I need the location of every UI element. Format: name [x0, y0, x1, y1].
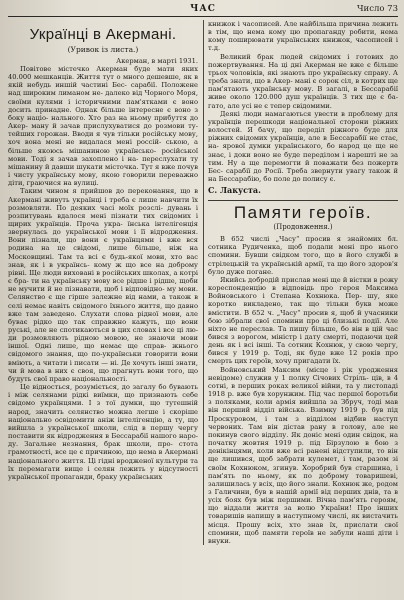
dateline: Акерман, в марті 1931. — [116, 57, 198, 65]
column-divider — [203, 20, 204, 545]
masthead — [8, 3, 398, 17]
right-paragraph-2: Великий брак людей свідомих і готових до пожертвування. На ці дні Акерман не вже є більше трьох чоловіків, які знають про українську справу. А треба знати, що в Акер- мані є сорок сіл, в котрих ще пам'ятають українську мову. В загалі, в Бессарабії живе около 120.000 душ українців. З тих ще є ба- гато, але усі не є тепер свідомими. — [208, 52, 398, 110]
right-paragraph-3: Деякі люди намагаються увести в проблему для українців перешкоди національної сторони ріжних волостей. Я бачу, що переділ ріжного буде для ріжних свідомих українців, але в Бессарабії не стає, на- ярової думки українського, бо народ це ще не знає, і доки воно не буде переділом і нарешті не за тим. Ну а ще перемогти й поважати без пожертв Бес- сарабії до Росії. Треба звернути увагу також й на Бессарабію, бо поле до полису є. — [208, 109, 398, 183]
left-paragraph-3: Це відносться, розуміється, до загалу бо бувають і між селянами рідкі виїмки, що признають себе свідомо українцями. І з тої думки, що тутешній народ, значить селянство можна легше і скоріше національно освідомити аніж інтелігенцію, а ту, що вийшла з української школи, слід в першу чергу поставити як відродження в Бессарабії нашого наро- ду. Загальне незнання, брак школи, про- стота грамотності, все це є причиною, що нема в Акермані національного життя. Ці гідні вродженої культури та їх перемагати вище і селян лежить у відсутності української пропаганди, браку українських — [8, 383, 198, 481]
section-divider — [208, 200, 398, 201]
heroes-paragraph-1: В 652 числі „Часу“ просив я знайомих бл. сотника Рудиченка, щоб подали мені про нього спомини. Бувши свідком того, що в його службі в стрілецькій та українській армії, та що його здоров'я було дуже погане. — [208, 235, 398, 276]
issue-number: Число 73 — [356, 4, 398, 14]
left-paragraph-1: Повітове містечко Акерман буде мати яких 40.000 мешканців. Життя тут о много дешевше, як в якій небудь иншій частині Бес- сарабії. Положене над широким лиманом не- далеко від Чорного Моря, своїми кулями і історичними пам'ятками є воно досить принадне. Однак більше інтересне є воно з боку націо- нального. Хто раз на ньому прибуття до Акер- ману й зачав прислухуватися до розмови ту- тейших горожан. Вводи я чув тільки російську мову, хоч вона мені не видалася мені россій- ською, а більше якоюсь мішаниною українсько- російської мови. Тоді я зачав захоплено і на- переслухати ту мішанину й давши шукати місточка. Тут я вже почув і чисту українську мову, якою говорили переважно діти, граючися на вулиці. — [8, 65, 198, 188]
columns — [8, 20, 398, 545]
left-column — [8, 20, 198, 545]
signature-row — [208, 185, 398, 195]
author-signature: С. Лакуста. — [208, 185, 261, 196]
right-column — [208, 20, 398, 545]
continuation-note: (Продовження.) — [273, 223, 333, 232]
article-title: Українці в Акермані. — [29, 26, 177, 43]
section-title: Памяти героїв. — [233, 203, 373, 223]
masthead-title: ЧАС — [190, 4, 216, 14]
right-paragraph-continued: книжок і часописей. Але найбільша причина лежить в тім, що нема кому цю пропаганду робити, нема кому поширювати українських книжок, часописей і т.д. — [208, 20, 398, 53]
heroes-paragraph-3: Войновський Максим (місце і рік уродження невідоме) служив у 1 полку Січових Стріль- ців, в 4 сотні, в перших роках великої війни, та у листопаді 1918 р. вже був хорунжим. Під час першої боротьби з поляками, коли армія вийшла за Збруч, тоді мав він перший відділ війська. Взимку 1919 р. був під Проскуровом, і там з відділом відбив наступ червоних. Там він дістав рану в голову, але не покинув свого відділу. Як доніс мені один свідок, на початку жовтня 1919 р. під Бірзулою в бою з денікінцями, коли вже всі ранені відступили, то він ще лишився, щоб забрати кулемет, і там, разом зі своїм Кохнюком, згинув. Хоробрий був старшина, і пам'ять по ньому, як по доброму товаришеві, залишилась у всіх, що його знали. Кохнюк же, родом з Галичини, був в нашій армії від перших днів, та в усіх боях був між першими. Вічна пам'ять героям, що віддали життя за волю України! Про інших товаришів напишу в наступному числі, як вистачить місця. Прошу всіх, хто знав їх, прислати свої спомини, щоб памяти героїв не забули наші діти і внуки. — [208, 365, 398, 545]
article-subtitle: (Уривок із листа.) — [67, 45, 139, 54]
heroes-paragraph-2: Якийсь добродій прислав мені ще й вістки в рожу кореспонденцію в відповідь про героя Максима Войновського і Степана Кохнюка. Пер- шу, яке коротко викладено, так що тільки букв може вмістити. В 652 ч. „Часу“ просив я, щоб й учасники бою зібрали свої спомини про ці близькі події. Але ніхто не переслав. Та пишу більше, бо він в цій час бився з ворогом, міністр і дату смерті, подаючи цей день як і всі інші. Та сотник Кохнюк, у свою чергу, бився у 1919 р. Тоді, як буде вже 12 років про смерть цих героїв, хочу пригадати їх. — [208, 275, 398, 366]
left-paragraph-2: Таким чином я прийшов до переконання, що в Акермані живуть українці і треба є лише навчити їх розмовляти. По деяких часі моїх розслі- дувань і розпитувань вдалося мені пізнати тих свідомих і щирих українців. Проча укра- їнська інтелігенція звернулась до української мови і її відродження. Вони пізнали, що вони є українцями і вже вся родина на це свідомі, лише більше, ніж на Московщині. Там та всі є будь-якої мови, хто вас знав, як і в українсь- кому ж що все на доброму рівні. Ще люди виховані в російських школах, а котрі є бра- ти на українську мову все рідше і рідше, щоби не мучити й не пізнавати, щоб і відповідно- му мови. Селянство є ще гірше залежне від нами, а також в селі немає навіть свідомого їхнього життя, що давно вже там заведено. Слухати слова рідної мови, але буває рідко що так справжно кажуть, що вони руські, але не спотикаються в цих словах і все ці лю- ди розмовляють рідною мовою, не знаючи мови іншої. Одні лише, що немає ще справ- жнього свідомого знання, що по-українськи говорити вони вміють, а читати і писати — ні. Де хочуть інші знати, чи й мова в них є своя, що прагнуть вони того, що будуть свої право національності. — [8, 187, 198, 383]
